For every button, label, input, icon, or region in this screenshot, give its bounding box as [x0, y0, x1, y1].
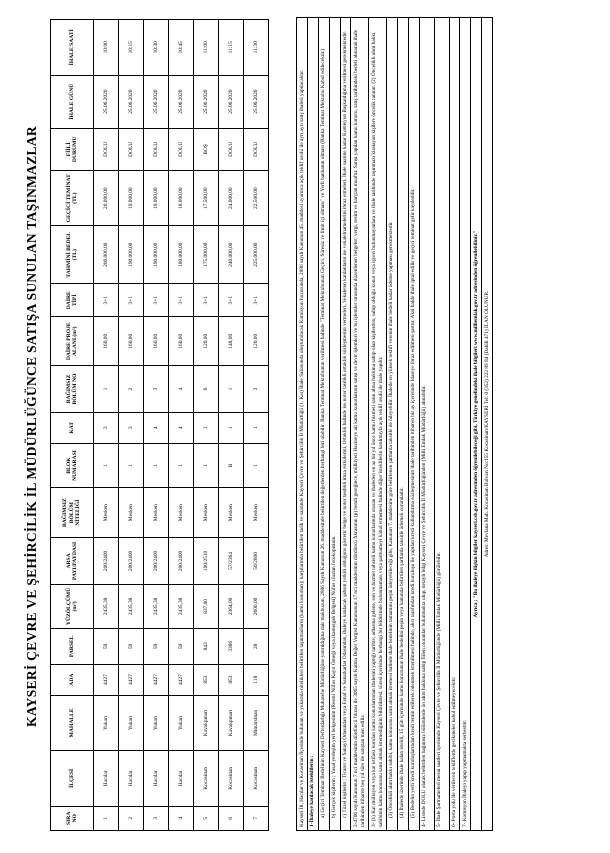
table-cell: 10:30	[144, 20, 169, 76]
table-header-row	[51, 20, 94, 831]
table-cell: BOŞ	[194, 128, 219, 170]
table-cell: 4427	[94, 664, 119, 695]
table-cell: 1	[119, 443, 144, 487]
table-cell: 4427	[119, 664, 144, 695]
table-cell: 200.000,00	[94, 226, 119, 284]
table-cell: 2	[119, 366, 144, 413]
table-cell: 59	[169, 629, 194, 665]
table-cell: Yukarı	[119, 695, 144, 750]
table-cell: 3+1	[144, 284, 169, 317]
table-cell: 3	[119, 412, 144, 443]
table-cell: 3+1	[94, 284, 119, 317]
note-1b: b) Gerçek kişilerin ; Yasal yerleşim yeri belgesinin (Resmi Nüfus Kayıt Örneği veya ikametgah Belgesi) Nüfus cüzdan fotokopisinin.	[330, 18, 341, 830]
table-cell: 5	[194, 806, 219, 830]
table-cell: 19.000,00	[144, 170, 169, 225]
table-cell: 1	[219, 366, 244, 413]
table-cell: 180.000,00	[169, 226, 194, 284]
column-header: İHALE GÜNÜ	[51, 75, 94, 128]
table-cell: 3+1	[244, 284, 269, 317]
column-header: FİİLİ DURUMU	[51, 128, 94, 170]
table-cell: 3	[94, 412, 119, 443]
table-cell: 59	[144, 629, 169, 665]
table-cell: 853	[194, 664, 219, 695]
table-cell: 3+1	[169, 284, 194, 317]
table-cell: 200/2400	[144, 538, 169, 585]
column-header: ARSA PAYI/PAYDASI	[51, 538, 94, 585]
table-cell: 1	[244, 412, 269, 443]
table-cell: 2435,38	[94, 584, 119, 628]
table-row	[244, 20, 269, 831]
table-cell: 120,00	[244, 317, 269, 366]
table-cell: 2435,38	[144, 584, 169, 628]
table-cell: 3	[144, 366, 169, 413]
table-cell: Yukarı	[94, 695, 119, 750]
note-6: 6- Posta yolu ile verilecek tekliflerde gecikmeler kabul edilmeyecektir.	[450, 18, 461, 830]
address-text: Adres: Mevlana Mah. Kocasinan Bulvarı No:155 Kocasinan/KAYSERİ Tel: 0 (352) 222 89 84 (Dahili 471) İLAN OLUNUR.	[483, 290, 490, 558]
table-cell: 25.06.2020	[169, 75, 194, 128]
note-1c: c) Tüzel kişilerin ; Ticaret ve Sanayi Odasından veya Esnaf ve Sanatkarlar Odasından, ihaleye katılacak şahsın yetkili olduğunu gösterir belge ve noter tasdikli imza sirkülerini, Ortaklık halinde ise noter tasdikli ortaklık sözleşmesini vermeleri, Vekaleten katılanların ise vekaletnamelerini ibraz etmeleri. İhale saatine kadar Komisyon Başkanlığına verilmesi gerekmektedir.	[341, 18, 352, 830]
table-cell: 17.500,00	[194, 170, 219, 225]
table-cell: Mesken	[94, 488, 119, 538]
table-cell: DOLU	[244, 128, 269, 170]
table-cell: 1	[194, 412, 219, 443]
table-cell: 1	[144, 443, 169, 487]
table-cell: 200/2400	[169, 538, 194, 585]
table-cell: 3	[244, 366, 269, 413]
table-cell: 20.000,00	[94, 170, 119, 225]
table-cell: Mimarsinan	[244, 695, 269, 750]
column-header: BAĞIMSIZ BÖLÜM NO	[51, 366, 94, 413]
table-cell: 3+1	[119, 284, 144, 317]
table-cell: 190.000,00	[119, 226, 144, 284]
table-row	[144, 20, 169, 831]
table-cell: Kavakpınarı	[219, 695, 244, 750]
table-cell: 50/2600	[244, 538, 269, 585]
note-3b: (3) Öncelikli alım hakkı sahibi, kamu konutunu satın almak istemesi halinde ihale bedelinin tamamını peşin ödeyebileceği gibi, Kanunun 7. maddesine göre belirlenen şartlarda taksitle de ödeyebilir. İhalede en yüksek teklifi verenin ihale bedeli kadar ödeme yapması gerekmektedir.	[387, 18, 398, 830]
note-4: 4- Listede DOLU olarak belirtilen bağımsız bölümlerde ön alım hakkına sahip fiilen oturanlar bulunmakta olup, detaylı bilgi Kayseri Çevre ve Şehircilik İl Müdürlüğünden (Milli Emlak Müdürlüğü) alınabilir.	[420, 18, 435, 830]
table-cell: Mesken	[244, 488, 269, 538]
table-cell: 25.06.2020	[119, 75, 144, 128]
table-cell: 7	[244, 806, 269, 830]
table-cell: DOLU	[94, 128, 119, 170]
table-cell: 2	[119, 806, 144, 830]
table-cell: Hacılar	[94, 751, 119, 806]
table-cell: 2364,00	[219, 584, 244, 628]
table-cell: 11:30	[244, 20, 269, 76]
table-cell: Mesken	[169, 488, 194, 538]
table-cell: 118	[244, 664, 269, 695]
table-cell: 160,00	[94, 317, 119, 366]
table-cell: Kavakpınarı	[194, 695, 219, 750]
note-7: 7- Komisyon İhaleyi yapıp yapmamakta serbesttir.	[460, 18, 471, 830]
table-cell: 28	[244, 629, 269, 665]
column-header: GEÇİCİ TEMİNAT (TL)	[51, 170, 94, 225]
column-header: DAİRE PROJE ALANI (m²)	[51, 317, 94, 366]
table-cell: 25.06.2020	[244, 75, 269, 128]
table-cell: Mesken	[119, 488, 144, 538]
column-header: İLÇESİ	[51, 751, 94, 806]
table-cell: 3	[144, 806, 169, 830]
table-cell: 6	[219, 806, 244, 830]
table-cell: 190.000,00	[144, 226, 169, 284]
table-cell: 11:00	[194, 20, 219, 76]
column-header: BLOK NUMARASI	[51, 443, 94, 487]
table-cell: 837,00	[194, 584, 219, 628]
table-cell: 1	[219, 412, 244, 443]
page-title: KAYSERİ ÇEVRE VE ŞEHİRCİLİK İL MÜDÜRLÜĞÜNCE SATIŞA SUNULAN TAŞINMAZLAR	[24, 126, 39, 727]
table-cell: 160,00	[119, 317, 144, 366]
table-cell: Kocasinan	[219, 751, 244, 806]
note-5: 5- İhale Şartnameleri mesai saatleri içerisinde Kayseri Çevre ve Şehircilik İl Müdürlüğünde (Milli Emlak Müdürlüğü) görülebilir.	[435, 18, 450, 830]
table-cell: 10:00	[94, 20, 119, 76]
table-cell: 1	[94, 366, 119, 413]
table-cell: 1	[94, 806, 119, 830]
table-cell: 22.500,00	[244, 170, 269, 225]
column-header: BAĞIMSIZ BÖLÜM NİTELİĞİ	[51, 488, 94, 538]
table-cell: Hacılar	[169, 751, 194, 806]
notes-section	[296, 17, 493, 831]
table-cell: 4427	[169, 664, 194, 695]
table-cell: 3+1	[194, 284, 219, 317]
table-cell: 160,00	[169, 317, 194, 366]
table-cell: Mesken	[144, 488, 169, 538]
note-2: 2-4706 sayılı Kanunun 7 nci maddesinin dördüncü fıkrası ile 3065 sayılı Katma Değer Vergisi Kanununun 17 nci maddesinin dördüncü fıkrasının (p) bendi gereğince, mülkiyeti Hazineye ait kamu konutlarının satışı ve devir işlemleri ve bu işlemler sırasında düzenlenen belgeler; vergi, resim ve harçtan muaftır. Satışı yapılan kamu konutu, satış tarihindeki bedeli alınarak ihale tarihinden itibaren beş yıl süre ile satıştan men edilir.	[351, 18, 369, 830]
table-row	[119, 20, 144, 831]
table-cell: 3+1	[219, 284, 244, 317]
column-header: ADA	[51, 664, 94, 695]
table-cell: B	[219, 443, 244, 487]
column-header: MAHALLE	[51, 695, 94, 750]
column-header: KAT	[51, 412, 94, 443]
table-cell: 200/2400	[119, 538, 144, 585]
table-row	[169, 20, 194, 831]
table-cell: Kocasinan	[244, 751, 269, 806]
intro-text: Kayseri İli, Hacılar ve Kocasinan İlçesinde bulunan ve yukarıda nitelikleri belirtilen taşınmazların (kamu konutları); karşılarında belirtilen tarih ve saatinde Kayseri Çevre ve Şehircilik İl Müdürlüğü (1. Kat) İhale Salonunda oluşturulacak Komisyon huzurunda, 2886 sayılı Kanunun 45. maddesi uyarınca açık teklif usulü ile ayrı ayrı satış ihalesi yapılacaktır.	[297, 18, 308, 830]
table-cell: 4	[169, 412, 194, 443]
table-cell: 1	[169, 443, 194, 487]
table-cell: Mesken	[194, 488, 219, 538]
table-cell: 4	[169, 366, 194, 413]
table-cell: 843	[194, 629, 219, 665]
table-row	[194, 20, 219, 831]
table-cell: 240.000,00	[219, 226, 244, 284]
table-cell: 25.06.2020	[194, 75, 219, 128]
table-cell: 10:45	[169, 20, 194, 76]
table-cell: 1	[244, 443, 269, 487]
table-cell: 10:15	[119, 20, 144, 76]
note-1a: a) Geçici Teminat Bedelinin Kayseri Defterdarlığı Muhasebe Müdürlüğüne yatırıldığına dair makbuzun, 2886 Sayılı Kanunun 26. maddesinde belirtilen değerlerden herhangi biri olabilir. Banka Teminat Mektubunun verilmesi halinde "Teminat Mektubunun Geçici, Süresiz ve limit içi olması" ve Yerli bankanın olması (Banka Teminat Mektubu Kabul edilecektir.)	[319, 18, 330, 830]
table-cell: Yukarı	[144, 695, 169, 750]
table-cell: 11:15	[219, 20, 244, 76]
table-cell: 853	[219, 664, 244, 695]
table-cell: 59	[119, 629, 144, 665]
table-cell: 200/2400	[94, 538, 119, 585]
table-row	[94, 20, 119, 831]
table-cell: 175.000,00	[194, 226, 219, 284]
table-cell: DOLU	[169, 128, 194, 170]
column-header: PARSEL	[51, 629, 94, 665]
column-header: SIRA NO	[51, 806, 94, 830]
table-cell: 3366	[219, 629, 244, 665]
table-cell: 59	[94, 629, 119, 665]
table-cell: 25.06.2020	[144, 75, 169, 128]
property-table	[50, 19, 269, 831]
column-header: İHALE SAATİ	[51, 20, 94, 76]
table-cell: 120,00	[194, 317, 219, 366]
table-cell: DOLU	[219, 128, 244, 170]
note-3d: (5) Bedelin yerli kredi kuruluşlarından kredi temin edilerek ödenmek istenilmesi halinde, alıcı tarafından kredi kuruluşu ile yapılan kredi kullandırma sözleşmesinin ihale tarihinden itibaren bir ay içerisinde İdareye ibraz edilmesi şarttır. Aksi halde ihale iptal edilir ve geçici teminat gelir kaydedilir.	[409, 18, 420, 830]
table-cell: 2600,00	[244, 584, 269, 628]
table-cell: 19.000,00	[119, 170, 144, 225]
table-cell: DOLU	[119, 128, 144, 170]
table-cell: DOLU	[144, 128, 169, 170]
table-cell: 148,00	[219, 317, 244, 366]
table-cell: 6	[194, 366, 219, 413]
table-cell: Mesken	[219, 488, 244, 538]
table-cell: 24.000,00	[219, 170, 244, 225]
table-cell: Hacılar	[144, 751, 169, 806]
table-cell: 2435,38	[119, 584, 144, 628]
table-cell: Kocasinan	[194, 751, 219, 806]
column-header: YÜZÖLÇÜMÜ (m²)	[51, 584, 94, 628]
column-header: DAİRE TİPİ	[51, 284, 94, 317]
table-row	[219, 20, 244, 831]
note-3c: (4) İhalede üzerinde ihale kalan istekli, 15 gün içerisinde kamu konutunun ihale bedelini peşin veya kanunda belirtilen şartlarda taksitle ödemek zorundadır.	[398, 18, 409, 830]
note-3: 3- (1) Kat mülkiyeti veya kat irtifakı kurulan kamu konutlarından ihalesini yaptığı tarihte; adlarına gelene, son ve hizmet tahsisli kamu konutlarında oturan ve ihaleden en az bir yıl önce kamu hizmeti satın alma hakkına sahip olan kişilerden, sahip olduğu konut veya işyeri bulunmayanlara ve ihale tarihinde taşınmazı kiralayan kişilere öncelik tanınır. (2) Öncelikli alım hakkı sahibinin kamu konutunu satın almak istemediğinin bildirilmesi, süresi içerisinde herhangi bir bildirimde bulunmaması veya şartnameyi kabul etmemesi halinde diğer isteklilerin katılımıyla açık teklif usulü ile ihale yapılır.	[369, 18, 387, 830]
table-cell: 1	[94, 443, 119, 487]
table-cell: 4427	[144, 664, 169, 695]
table-cell: 4	[169, 806, 194, 830]
table-cell: 57/2364	[219, 538, 244, 585]
table-cell: 100/2510	[194, 538, 219, 585]
note-1-heading: 1-İhaleye katılacak isteklilerin :	[308, 18, 319, 830]
table-cell: 2435,38	[169, 584, 194, 628]
column-header: TAHMİNİ BEDEL (TL)	[51, 226, 94, 284]
table-cell: 1	[194, 443, 219, 487]
table-cell: 160,00	[144, 317, 169, 366]
table-cell: 225.000,00	[244, 226, 269, 284]
table-cell: 25.06.2020	[219, 75, 244, 128]
footer-text: Ayrıca ; "Bu ihaleye ilişkin bilgiler kayseri.csb.gov.tr adresinden öğrenilebileceği gibi, Türkiye genelindeki ihale bilgileri www.milliemlak.gov.tr adresinden öğrenilebilinir."	[471, 18, 482, 830]
table-cell: 18.000,00	[169, 170, 194, 225]
table-cell: 25.06.2020	[94, 75, 119, 128]
table-cell: Yukarı	[169, 695, 194, 750]
table-cell: 4	[144, 412, 169, 443]
table-cell: Hacılar	[119, 751, 144, 806]
